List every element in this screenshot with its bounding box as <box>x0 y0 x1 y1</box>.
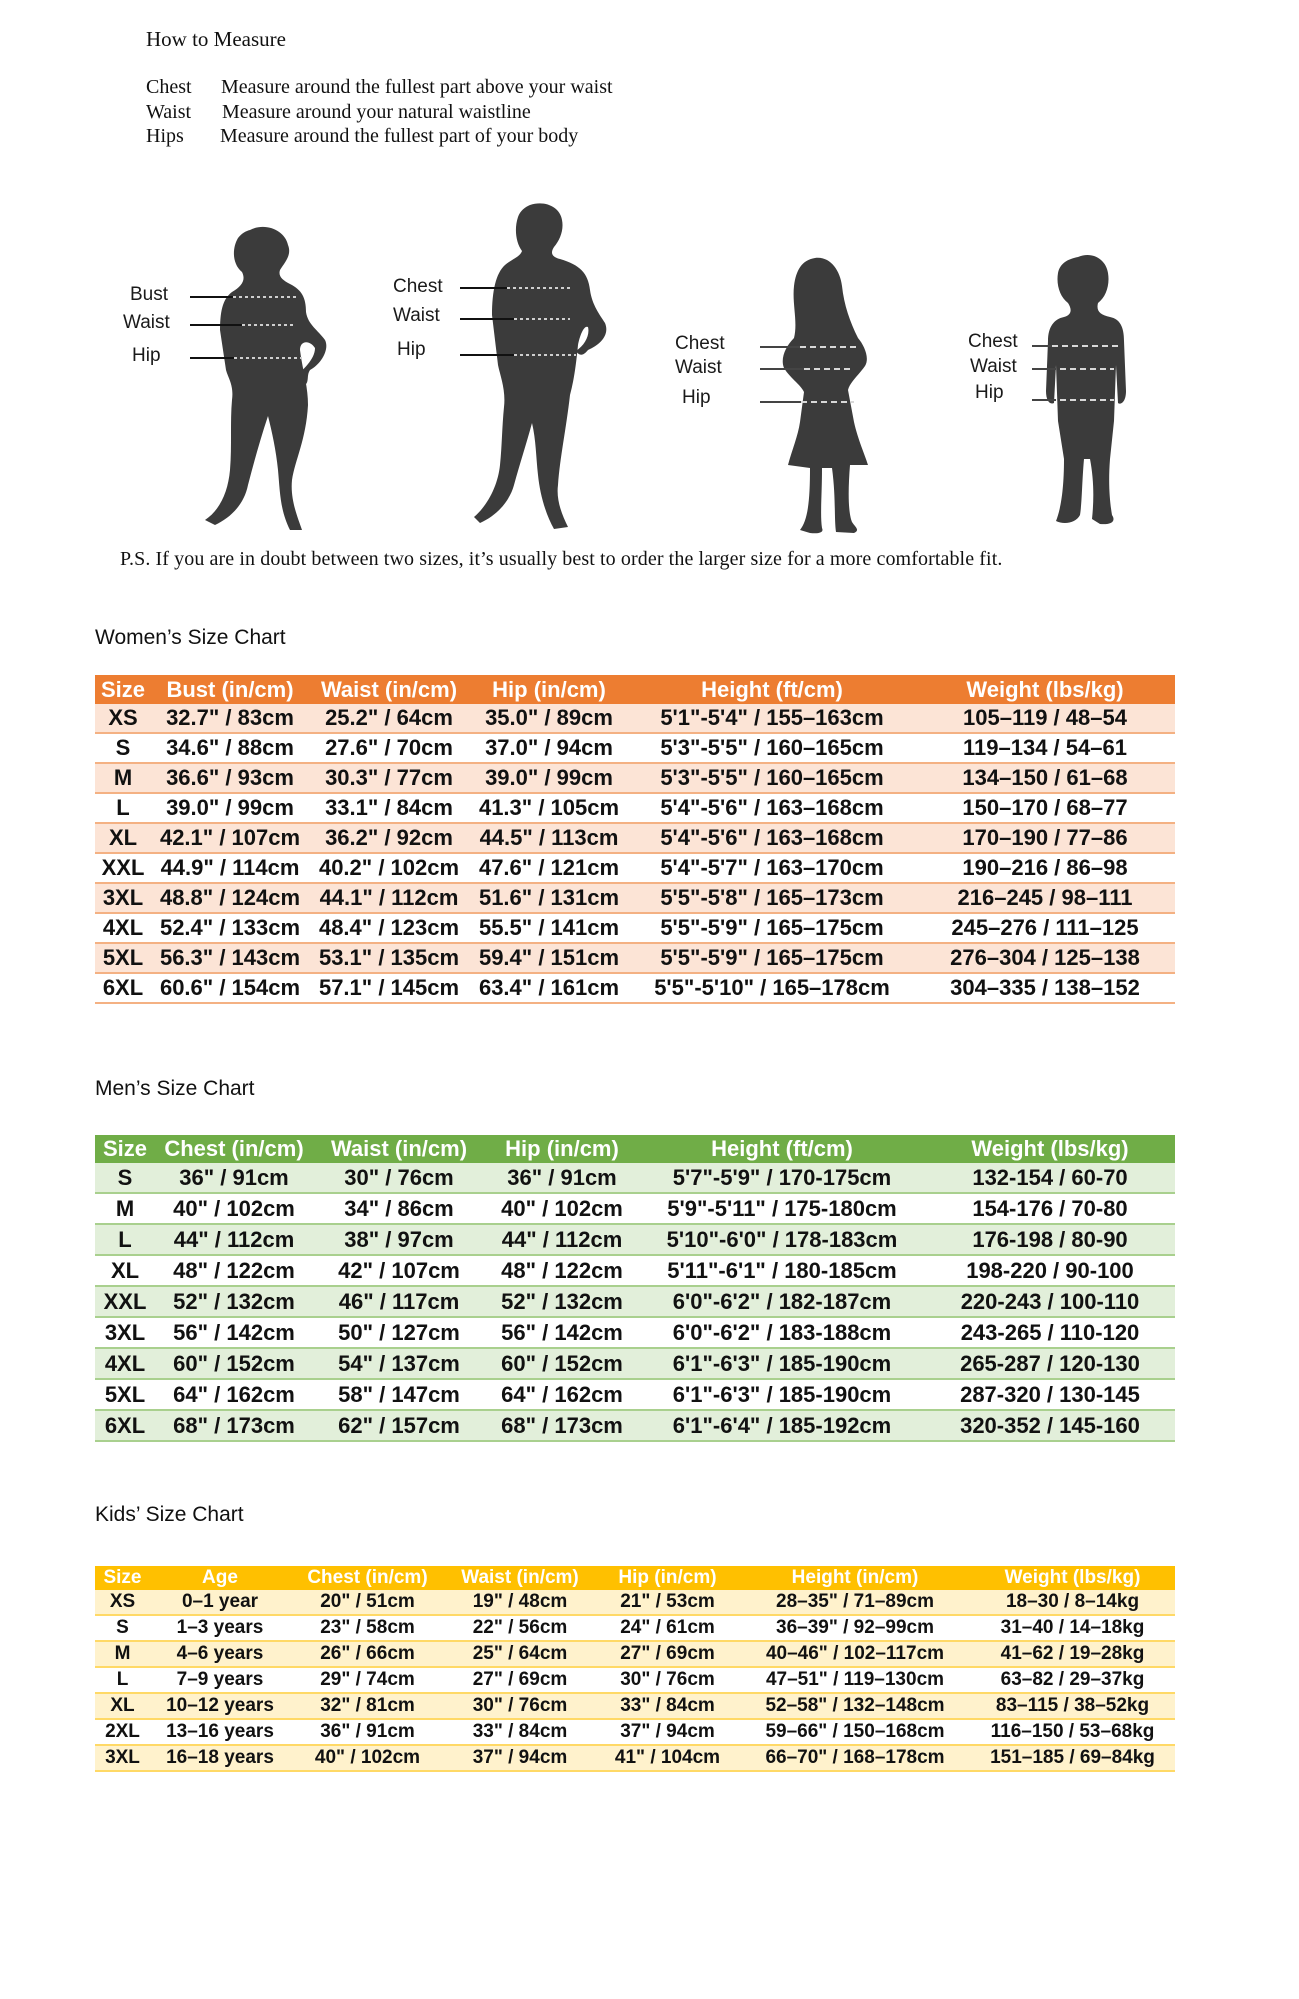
table-cell: 48" / 122cm <box>485 1255 639 1286</box>
table-cell: 38" / 97cm <box>313 1224 485 1255</box>
table-cell: 30" / 76cm <box>595 1667 740 1693</box>
table-cell: 39.0" / 99cm <box>469 763 629 793</box>
ps-note: P.S. If you are in doubt between two sizes, it’s usually best to order the larger size for a more comfortable fit. <box>120 548 1003 570</box>
size-cell: XL <box>95 1255 155 1286</box>
size-cell: 6XL <box>95 973 151 1003</box>
table-cell: 198-220 / 90-100 <box>925 1255 1175 1286</box>
table-cell: 37.0" / 94cm <box>469 733 629 763</box>
table-cell: 36.6" / 93cm <box>151 763 309 793</box>
column-header: Bust (in/cm) <box>151 675 309 704</box>
column-header: Size <box>95 1566 150 1590</box>
column-header: Hip (in/cm) <box>595 1566 740 1590</box>
table-cell: 6'1"-6'4" / 185-192cm <box>639 1410 925 1441</box>
table-row <box>95 1745 1175 1771</box>
figure-label-waist: Waist <box>675 357 722 378</box>
table-cell: 27.6" / 70cm <box>309 733 469 763</box>
woman-silhouette-icon <box>120 200 380 540</box>
table-cell: 63.4" / 161cm <box>469 973 629 1003</box>
table-cell: 105–119 / 48–54 <box>915 704 1175 733</box>
table-cell: 40" / 102cm <box>485 1193 639 1224</box>
table-cell: 5'5"-5'10" / 165–178cm <box>629 973 915 1003</box>
table-cell: 23" / 58cm <box>290 1615 445 1641</box>
table-row <box>95 1693 1175 1719</box>
table-cell: 47.6" / 121cm <box>469 853 629 883</box>
table-cell: 51.6" / 131cm <box>469 883 629 913</box>
table-cell: 28–35" / 71–89cm <box>740 1590 970 1615</box>
table-cell: 47–51" / 119–130cm <box>740 1667 970 1693</box>
table-cell: 119–134 / 54–61 <box>915 733 1175 763</box>
figure-label-hip: Hip <box>132 345 161 366</box>
table-cell: 42" / 107cm <box>313 1255 485 1286</box>
table-cell: 44.1" / 112cm <box>309 883 469 913</box>
men-chart-title: Men’s Size Chart <box>95 1077 255 1100</box>
table-cell: 68" / 173cm <box>485 1410 639 1441</box>
figure-label-hip: Hip <box>682 387 711 408</box>
table-cell: 58" / 147cm <box>313 1379 485 1410</box>
table-cell: 0–1 year <box>150 1590 290 1615</box>
measure-item-waist <box>146 101 531 124</box>
table-cell: 64" / 162cm <box>155 1379 313 1410</box>
table-cell: 40.2" / 102cm <box>309 853 469 883</box>
table-cell: 60" / 152cm <box>155 1348 313 1379</box>
table-cell: 56" / 142cm <box>155 1317 313 1348</box>
measure-term: Hips <box>146 125 184 147</box>
table-header-row <box>95 1566 1175 1590</box>
size-cell: XL <box>95 1693 150 1719</box>
size-cell: M <box>95 1193 155 1224</box>
size-cell: S <box>95 1615 150 1641</box>
size-cell: L <box>95 1224 155 1255</box>
table-cell: 48.8" / 124cm <box>151 883 309 913</box>
table-cell: 41" / 104cm <box>595 1745 740 1771</box>
table-cell: 18–30 / 8–14kg <box>970 1590 1175 1615</box>
column-header: Weight (lbs/kg) <box>915 675 1175 704</box>
figure-label-chest: Chest <box>968 331 1018 352</box>
table-cell: 33" / 84cm <box>445 1719 595 1745</box>
table-cell: 5'7"-5'9" / 170-175cm <box>639 1163 925 1193</box>
table-row <box>95 1317 1175 1348</box>
table-cell: 41.3" / 105cm <box>469 793 629 823</box>
table-cell: 26" / 66cm <box>290 1641 445 1667</box>
size-cell: XXL <box>95 853 151 883</box>
size-cell: M <box>95 763 151 793</box>
table-cell: 5'4"-5'6" / 163–168cm <box>629 793 915 823</box>
table-cell: 36" / 91cm <box>155 1163 313 1193</box>
table-cell: 32.7" / 83cm <box>151 704 309 733</box>
table-cell: 5'3"-5'5" / 160–165cm <box>629 763 915 793</box>
table-cell: 25.2" / 64cm <box>309 704 469 733</box>
table-cell: 1–3 years <box>150 1615 290 1641</box>
table-row <box>95 1224 1175 1255</box>
table-row <box>95 1255 1175 1286</box>
table-cell: 52–58" / 132–148cm <box>740 1693 970 1719</box>
size-cell: 6XL <box>95 1410 155 1441</box>
table-cell: 59–66" / 150–168cm <box>740 1719 970 1745</box>
table-cell: 63–82 / 29–37kg <box>970 1667 1175 1693</box>
table-header-row <box>95 675 1175 704</box>
size-cell: 2XL <box>95 1719 150 1745</box>
table-cell: 6'1"-6'3" / 185-190cm <box>639 1379 925 1410</box>
size-cell: S <box>95 733 151 763</box>
table-cell: 24" / 61cm <box>595 1615 740 1641</box>
column-header: Hip (in/cm) <box>485 1135 639 1163</box>
table-cell: 46" / 117cm <box>313 1286 485 1317</box>
table-cell: 29" / 74cm <box>290 1667 445 1693</box>
table-row <box>95 1348 1175 1379</box>
men-size-table <box>95 1135 1175 1442</box>
column-header: Height (ft/cm) <box>629 675 915 704</box>
table-cell: 6'0"-6'2" / 182-187cm <box>639 1286 925 1317</box>
table-row <box>95 1719 1175 1745</box>
size-cell: XL <box>95 823 151 853</box>
table-cell: 33.1" / 84cm <box>309 793 469 823</box>
table-cell: 6'1"-6'3" / 185-190cm <box>639 1348 925 1379</box>
table-cell: 32" / 81cm <box>290 1693 445 1719</box>
table-row <box>95 793 1175 823</box>
table-cell: 44" / 112cm <box>155 1224 313 1255</box>
size-cell: 4XL <box>95 1348 155 1379</box>
table-row <box>95 1590 1175 1615</box>
table-cell: 30" / 76cm <box>313 1163 485 1193</box>
table-cell: 27" / 69cm <box>595 1641 740 1667</box>
table-cell: 53.1" / 135cm <box>309 943 469 973</box>
table-cell: 16–18 years <box>150 1745 290 1771</box>
table-cell: 52" / 132cm <box>485 1286 639 1317</box>
figure-label-hip: Hip <box>975 382 1004 403</box>
table-row <box>95 823 1175 853</box>
table-cell: 7–9 years <box>150 1667 290 1693</box>
measure-term: Waist <box>146 101 192 123</box>
table-cell: 22" / 56cm <box>445 1615 595 1641</box>
table-cell: 36" / 91cm <box>485 1163 639 1193</box>
table-row <box>95 943 1175 973</box>
table-cell: 54" / 137cm <box>313 1348 485 1379</box>
table-cell: 40–46" / 102–117cm <box>740 1641 970 1667</box>
size-cell: 4XL <box>95 913 151 943</box>
table-row <box>95 1667 1175 1693</box>
column-header: Chest (in/cm) <box>155 1135 313 1163</box>
figure-label-waist: Waist <box>970 356 1017 377</box>
figure-label-hip: Hip <box>397 339 426 360</box>
man-figure <box>380 195 660 545</box>
table-row <box>95 973 1175 1003</box>
table-cell: 116–150 / 53–68kg <box>970 1719 1175 1745</box>
table-row <box>95 1641 1175 1667</box>
table-cell: 44.9" / 114cm <box>151 853 309 883</box>
table-cell: 31–40 / 14–18kg <box>970 1615 1175 1641</box>
table-cell: 52" / 132cm <box>155 1286 313 1317</box>
table-row <box>95 1410 1175 1441</box>
table-cell: 56.3" / 143cm <box>151 943 309 973</box>
table-cell: 4–6 years <box>150 1641 290 1667</box>
table-cell: 304–335 / 138–152 <box>915 973 1175 1003</box>
table-cell: 39.0" / 99cm <box>151 793 309 823</box>
table-cell: 83–115 / 38–52kg <box>970 1693 1175 1719</box>
table-cell: 220-243 / 100-110 <box>925 1286 1175 1317</box>
size-cell: XS <box>95 1590 150 1615</box>
figure-label-waist: Waist <box>123 312 170 333</box>
table-cell: 25" / 64cm <box>445 1641 595 1667</box>
size-cell: 3XL <box>95 1317 155 1348</box>
table-cell: 19" / 48cm <box>445 1590 595 1615</box>
column-header: Age <box>150 1566 290 1590</box>
table-cell: 5'11"-6'1" / 180-185cm <box>639 1255 925 1286</box>
column-header: Hip (in/cm) <box>469 675 629 704</box>
table-cell: 287-320 / 130-145 <box>925 1379 1175 1410</box>
size-cell: 5XL <box>95 1379 155 1410</box>
table-cell: 13–16 years <box>150 1719 290 1745</box>
kids-chart-title: Kids’ Size Chart <box>95 1503 244 1526</box>
women-size-table <box>95 675 1175 1004</box>
size-cell: XS <box>95 704 151 733</box>
table-cell: 60.6" / 154cm <box>151 973 309 1003</box>
table-cell: 276–304 / 125–138 <box>915 943 1175 973</box>
table-cell: 6'0"-6'2" / 183-188cm <box>639 1317 925 1348</box>
figure-label-chest: Chest <box>393 276 443 297</box>
measure-description: Measure around your natural waistline <box>222 101 531 123</box>
table-cell: 40" / 102cm <box>155 1193 313 1224</box>
table-cell: 62" / 157cm <box>313 1410 485 1441</box>
table-cell: 20" / 51cm <box>290 1590 445 1615</box>
table-cell: 41–62 / 19–28kg <box>970 1641 1175 1667</box>
table-row <box>95 883 1175 913</box>
size-cell: S <box>95 1163 155 1193</box>
table-cell: 245–276 / 111–125 <box>915 913 1175 943</box>
column-header: Size <box>95 675 151 704</box>
table-cell: 265-287 / 120-130 <box>925 1348 1175 1379</box>
table-cell: 44" / 112cm <box>485 1224 639 1255</box>
measure-term: Chest <box>146 76 192 98</box>
table-row <box>95 1379 1175 1410</box>
table-row <box>95 913 1175 943</box>
table-cell: 5'5"-5'8" / 165–173cm <box>629 883 915 913</box>
figure-label-chest: Chest <box>675 333 725 354</box>
column-header: Waist (in/cm) <box>309 675 469 704</box>
table-cell: 55.5" / 141cm <box>469 913 629 943</box>
women-chart-title: Women’s Size Chart <box>95 626 286 649</box>
column-header: Waist (in/cm) <box>313 1135 485 1163</box>
table-cell: 34" / 86cm <box>313 1193 485 1224</box>
size-cell: 3XL <box>95 883 151 913</box>
table-header-row <box>95 1135 1175 1163</box>
column-header: Size <box>95 1135 155 1163</box>
column-header: Height (in/cm) <box>740 1566 970 1590</box>
table-cell: 35.0" / 89cm <box>469 704 629 733</box>
table-cell: 5'5"-5'9" / 165–175cm <box>629 943 915 973</box>
table-cell: 320-352 / 145-160 <box>925 1410 1175 1441</box>
table-cell: 33" / 84cm <box>595 1693 740 1719</box>
table-cell: 64" / 162cm <box>485 1379 639 1410</box>
table-cell: 5'4"-5'6" / 163–168cm <box>629 823 915 853</box>
table-cell: 176-198 / 80-90 <box>925 1224 1175 1255</box>
table-cell: 36–39" / 92–99cm <box>740 1615 970 1641</box>
size-cell: 3XL <box>95 1745 150 1771</box>
measure-item-chest <box>146 76 613 99</box>
table-cell: 5'3"-5'5" / 160–165cm <box>629 733 915 763</box>
table-cell: 10–12 years <box>150 1693 290 1719</box>
table-cell: 44.5" / 113cm <box>469 823 629 853</box>
table-cell: 5'1"-5'4" / 155–163cm <box>629 704 915 733</box>
table-cell: 56" / 142cm <box>485 1317 639 1348</box>
size-cell: L <box>95 1667 150 1693</box>
column-header: Waist (in/cm) <box>445 1566 595 1590</box>
table-cell: 243-265 / 110-120 <box>925 1317 1175 1348</box>
how-to-measure-title: How to Measure <box>146 27 286 51</box>
table-cell: 27" / 69cm <box>445 1667 595 1693</box>
boy-figure <box>960 245 1180 545</box>
table-cell: 59.4" / 151cm <box>469 943 629 973</box>
table-cell: 134–150 / 61–68 <box>915 763 1175 793</box>
table-row <box>95 763 1175 793</box>
table-cell: 48" / 122cm <box>155 1255 313 1286</box>
size-cell: 5XL <box>95 943 151 973</box>
measure-description: Measure around the fullest part above your waist <box>221 76 613 98</box>
table-cell: 50" / 127cm <box>313 1317 485 1348</box>
table-cell: 42.1" / 107cm <box>151 823 309 853</box>
table-cell: 150–170 / 68–77 <box>915 793 1175 823</box>
table-cell: 36" / 91cm <box>290 1719 445 1745</box>
table-row <box>95 1615 1175 1641</box>
table-cell: 5'5"-5'9" / 165–175cm <box>629 913 915 943</box>
table-row <box>95 1163 1175 1193</box>
table-cell: 68" / 173cm <box>155 1410 313 1441</box>
table-cell: 151–185 / 69–84kg <box>970 1745 1175 1771</box>
size-cell: M <box>95 1641 150 1667</box>
measure-description: Measure around the fullest part of your body <box>220 125 579 147</box>
table-row <box>95 1193 1175 1224</box>
table-cell: 66–70" / 168–178cm <box>740 1745 970 1771</box>
table-cell: 30.3" / 77cm <box>309 763 469 793</box>
table-cell: 216–245 / 98–111 <box>915 883 1175 913</box>
table-cell: 34.6" / 88cm <box>151 733 309 763</box>
size-cell: XXL <box>95 1286 155 1317</box>
table-cell: 57.1" / 145cm <box>309 973 469 1003</box>
table-row <box>95 1286 1175 1317</box>
table-cell: 40" / 102cm <box>290 1745 445 1771</box>
column-header: Height (ft/cm) <box>639 1135 925 1163</box>
table-cell: 5'9"-5'11" / 175-180cm <box>639 1193 925 1224</box>
table-row <box>95 853 1175 883</box>
table-cell: 5'4"-5'7" / 163–170cm <box>629 853 915 883</box>
column-header: Weight (lbs/kg) <box>970 1566 1175 1590</box>
girl-figure <box>660 250 900 540</box>
table-cell: 154-176 / 70-80 <box>925 1193 1175 1224</box>
table-row <box>95 704 1175 733</box>
table-row <box>95 733 1175 763</box>
kids-size-table <box>95 1566 1175 1772</box>
measure-item-hips <box>146 125 578 148</box>
table-cell: 37" / 94cm <box>445 1745 595 1771</box>
figure-label-waist: Waist <box>393 305 440 326</box>
column-header: Weight (lbs/kg) <box>925 1135 1175 1163</box>
table-cell: 190–216 / 86–98 <box>915 853 1175 883</box>
woman-figure <box>120 200 380 540</box>
man-silhouette-icon <box>380 195 660 545</box>
table-cell: 170–190 / 77–86 <box>915 823 1175 853</box>
table-cell: 132-154 / 60-70 <box>925 1163 1175 1193</box>
figure-label-bust: Bust <box>130 284 169 305</box>
table-cell: 37" / 94cm <box>595 1719 740 1745</box>
column-header: Chest (in/cm) <box>290 1566 445 1590</box>
table-cell: 60" / 152cm <box>485 1348 639 1379</box>
size-cell: L <box>95 793 151 823</box>
table-cell: 48.4" / 123cm <box>309 913 469 943</box>
table-cell: 30" / 76cm <box>445 1693 595 1719</box>
table-cell: 36.2" / 92cm <box>309 823 469 853</box>
table-cell: 5'10"-6'0" / 178-183cm <box>639 1224 925 1255</box>
table-cell: 52.4" / 133cm <box>151 913 309 943</box>
table-cell: 21" / 53cm <box>595 1590 740 1615</box>
